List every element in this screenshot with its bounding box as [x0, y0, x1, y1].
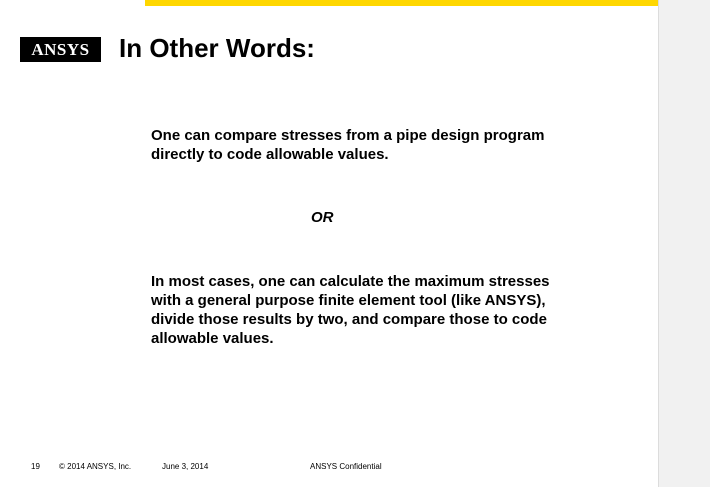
logo-text: ANSYS	[31, 39, 90, 59]
page-number: 19	[31, 462, 40, 471]
slide-title: In Other Words:	[119, 33, 315, 63]
paragraph-compare-pipe-design: One can compare stresses from a pipe design program directly to code allowable values.	[151, 127, 545, 163]
confidential-label: ANSYS Confidential	[310, 462, 382, 471]
copyright: © 2014 ANSYS, Inc.	[59, 462, 132, 471]
or-separator: OR	[311, 209, 334, 226]
paragraph-finite-element: In most cases, one can calculate the maximum stresses with a general purpose finite element tool (like ANSYS), divide those results by two, and compare those to code allowable values.	[151, 273, 550, 347]
ansys-logo	[20, 37, 101, 62]
presentation-date: June 3, 2014	[162, 462, 209, 471]
accent-bar	[145, 0, 658, 6]
